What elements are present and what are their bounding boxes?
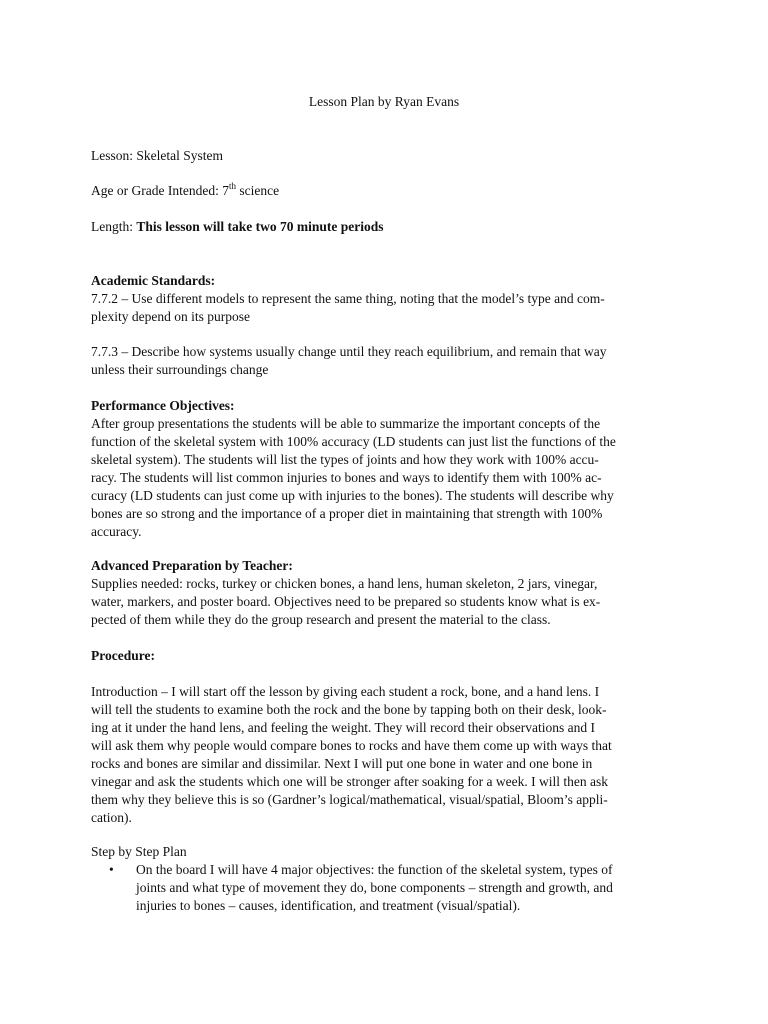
performance-objectives-line: racy. The students will list common injuries to bones and ways to identify them with 100% ac- — [91, 470, 602, 485]
lesson-text: Lesson: Skeletal System — [91, 148, 223, 163]
standard-7-7-2-line-1: 7.7.2 – Use different models to represent the same thing, noting that the model’s type and com- — [91, 291, 605, 306]
procedure-heading: Procedure: — [91, 648, 155, 663]
step-by-step-heading: Step by Step Plan — [91, 844, 187, 859]
academic-standards-heading: Academic Standards: — [91, 273, 216, 288]
age-line — [91, 182, 681, 200]
performance-objectives-line: accuracy. — [91, 524, 142, 539]
performance-objectives-line: function of the skeletal system with 100% accuracy (LD students can just list the functions of the — [91, 434, 616, 449]
document-title: Lesson Plan by Ryan Evans — [308, 94, 460, 109]
introduction-line: will tell the students to examine both the rock and the bone by tapping both on their desk, look- — [91, 702, 607, 717]
age-prefix: Age or Grade Intended: 7 — [91, 183, 229, 198]
introduction-line: them why they believe this is so (Gardner’s logical/mathematical, visual/spatial, Bloom’s appli- — [91, 792, 608, 807]
bullet-line: joints and what type of movement they do, bone components – strength and growth, and — [136, 880, 613, 895]
bullet-list-item — [109, 861, 689, 915]
performance-objectives-line: bones are so strong and the importance of a proper diet in maintaining that strength with 100% — [91, 506, 603, 521]
length-label: Length: — [91, 219, 137, 234]
performance-objectives-heading: Performance Objectives: — [91, 398, 235, 413]
advanced-preparation-line: water, markers, and poster board. Objectives need to be prepared so students know what is ex- — [91, 594, 601, 609]
introduction-line: rocks and bones are similar and dissimilar. Next I will put one bone in water and one bone in — [91, 756, 593, 771]
advanced-preparation-section — [91, 557, 681, 629]
bullet-icon: • — [109, 862, 114, 877]
standard-7-7-2-line-2: plexity depend on its purpose — [91, 309, 250, 324]
age-suffix: science — [235, 183, 280, 198]
length-text — [91, 218, 681, 236]
advanced-preparation-line: pected of them while they do the group research and present the material to the class. — [91, 612, 551, 627]
bullet-line: injuries to bones – causes, identification, and treatment (visual/spatial). — [136, 898, 521, 913]
introduction-line: Introduction – I will start off the lesson by giving each student a rock, bone, and a hand lens. I — [91, 684, 600, 699]
standard-7-7-3-line-1: 7.7.3 – Describe how systems usually change until they reach equilibrium, and remain that way — [91, 344, 607, 359]
academic-standards-section — [91, 272, 681, 326]
introduction-line: cation). — [91, 810, 132, 825]
advanced-preparation-line: Supplies needed: rocks, turkey or chicken bones, a hand lens, human skeleton, 2 jars, vinegar, — [91, 576, 598, 591]
length-line — [91, 218, 681, 236]
step-by-step-heading-block — [91, 843, 681, 861]
advanced-preparation-heading: Advanced Preparation by Teacher: — [91, 558, 293, 573]
introduction-line: vinegar and ask the students which one will be stronger after soaking for a week. I will then ask — [91, 774, 608, 789]
age-text — [91, 182, 681, 200]
performance-objectives-line: curacy (LD students can just come up with injuries to the bones). The students will describe why — [91, 488, 614, 503]
introduction-line: ing at it under the hand lens, and feeling the weight. They will record their observations and I — [91, 720, 595, 735]
standard-7-7-3 — [91, 343, 681, 379]
age-superscript: th — [228, 180, 236, 191]
bullet-line: On the board I will have 4 major objectives: the function of the skeletal system, types of — [136, 862, 613, 877]
length-value: This lesson will take two 70 minute periods — [136, 219, 384, 234]
performance-objectives-line: After group presentations the students will be able to summarize the important concepts of the — [91, 416, 601, 431]
performance-objectives-line: skeletal system). The students will list the types of joints and how they work with 100% accu- — [91, 452, 599, 467]
bullet-text — [136, 861, 696, 915]
lesson-line — [91, 147, 681, 165]
procedure-heading-block — [91, 647, 681, 665]
introduction-line: will ask them why people would compare bones to rocks and have them come up with ways that — [91, 738, 612, 753]
performance-objectives-section — [91, 397, 681, 541]
procedure-introduction — [91, 683, 681, 827]
standard-7-7-3-line-2: unless their surroundings change — [91, 362, 269, 377]
